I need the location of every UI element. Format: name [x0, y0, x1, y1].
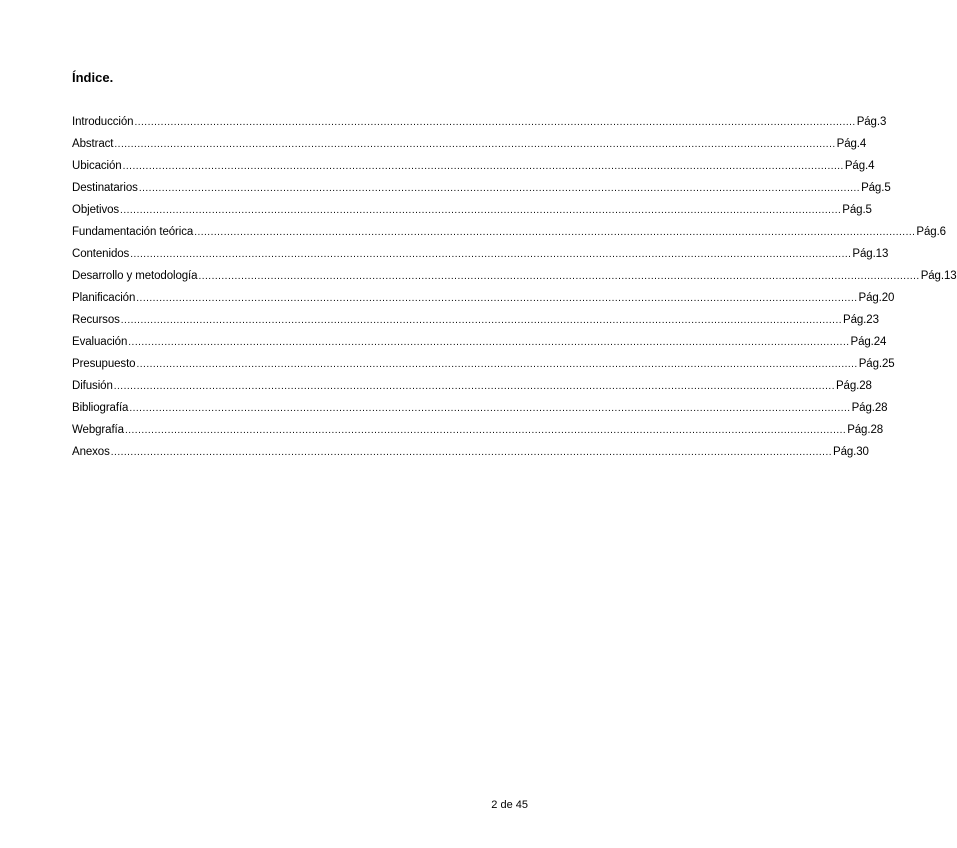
toc-entry — [72, 314, 879, 336]
toc-dot-leader: ............................................................................................................................................................................................................................ — [138, 183, 861, 194]
toc-entry — [72, 292, 895, 314]
toc-entry-label: Abstract — [72, 138, 114, 150]
toc-entry-label: Fundamentación teórica — [72, 226, 194, 238]
toc-dot-leader: ............................................................................................................................................................................................................................ — [120, 205, 842, 216]
toc-entry — [72, 358, 895, 380]
toc-dot-leader: ............................................................................................................................................................................................................................ — [114, 139, 836, 150]
toc-entry-label: Webgrafía — [72, 424, 124, 436]
toc-entry-page: Pág.3 — [856, 116, 887, 128]
toc-dot-leader: ............................................................................................................................................................................................................................ — [124, 425, 847, 436]
toc-entry-page: Pág.20 — [858, 292, 895, 304]
toc-entry — [72, 226, 946, 248]
toc-entry-page: Pág.28 — [835, 380, 872, 392]
toc-entry-page: Pág.5 — [861, 182, 891, 194]
toc-entry-label: Destinatarios — [72, 182, 138, 194]
toc-entry-label: Planificación — [72, 292, 136, 304]
toc-entry-label: Recursos — [72, 314, 120, 326]
toc-entry-label: Contenidos — [72, 248, 130, 260]
toc-dot-leader: ............................................................................................................................................................................................................................ — [129, 403, 851, 414]
toc-dot-leader: ............................................................................................................................................................................................................................ — [130, 249, 852, 260]
table-of-contents — [72, 116, 957, 468]
toc-entry-page: Pág.24 — [850, 336, 887, 348]
toc-entry — [72, 116, 887, 138]
toc-entry-label: Ubicación — [72, 160, 122, 172]
toc-entry-page: Pág.28 — [851, 402, 888, 414]
toc-entry-label: Bibliografía — [72, 402, 129, 414]
toc-entry — [72, 204, 872, 226]
toc-dot-leader: ............................................................................................................................................................................................................................ — [113, 381, 835, 392]
toc-dot-leader: ............................................................................................................................................................................................................................ — [134, 117, 856, 128]
toc-dot-leader: ............................................................................................................................................................................................................................ — [122, 161, 844, 172]
document-title: Índice. — [72, 70, 114, 85]
toc-entry — [72, 248, 889, 270]
toc-entry — [72, 336, 887, 358]
toc-entry-label: Anexos — [72, 446, 110, 458]
toc-dot-leader: ............................................................................................................................................................................................................................ — [120, 315, 843, 326]
toc-entry-page: Pág.4 — [844, 160, 875, 172]
toc-dot-leader: ............................................................................................................................................................................................................................ — [136, 359, 858, 370]
page-indicator: 2 de 45 — [491, 799, 528, 811]
toc-entry-label: Difusión — [72, 380, 113, 392]
toc-entry — [72, 402, 888, 424]
toc-entry-page: Pág.13 — [920, 270, 957, 282]
toc-entry-page: Pág.30 — [833, 446, 869, 458]
toc-entry — [72, 138, 867, 160]
toc-entry-label: Evaluación — [72, 336, 128, 348]
toc-entry — [72, 270, 957, 292]
toc-entry — [72, 182, 891, 204]
toc-entry — [72, 446, 869, 468]
toc-entry-page: Pág.23 — [843, 314, 879, 326]
toc-entry-label: Objetivos — [72, 204, 120, 216]
toc-entry — [72, 160, 875, 182]
toc-dot-leader: ............................................................................................................................................................................................................................ — [198, 271, 920, 282]
toc-entry-page: Pág.13 — [852, 248, 889, 260]
toc-entry — [72, 380, 872, 402]
toc-entry-page: Pág.5 — [842, 204, 872, 216]
toc-entry-label: Desarrollo y metodología — [72, 270, 198, 282]
toc-dot-leader: ............................................................................................................................................................................................................................ — [128, 337, 850, 348]
toc-entry-label: Introducción — [72, 116, 134, 128]
toc-entry-page: Pág.4 — [836, 138, 867, 150]
toc-entry-page: Pág.6 — [916, 226, 946, 238]
toc-dot-leader: ............................................................................................................................................................................................................................ — [110, 447, 832, 458]
toc-dot-leader: ............................................................................................................................................................................................................................ — [194, 227, 916, 238]
toc-entry-page: Pág.28 — [847, 424, 884, 436]
toc-entry — [72, 424, 884, 446]
toc-entry-label: Presupuesto — [72, 358, 136, 370]
toc-entry-page: Pág.25 — [858, 358, 895, 370]
toc-dot-leader: ............................................................................................................................................................................................................................ — [136, 293, 858, 304]
